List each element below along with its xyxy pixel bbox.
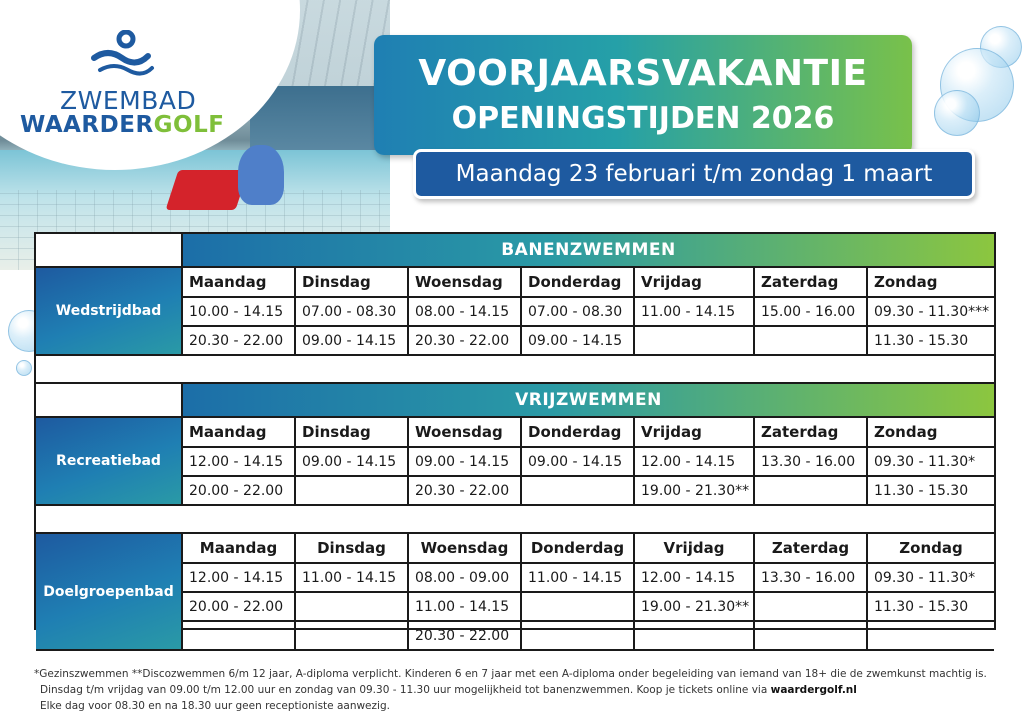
time-cell: 08.00 - 14.15 <box>409 298 522 327</box>
wave-logo-icon <box>86 30 156 80</box>
section-spacer <box>36 356 994 384</box>
date-range: Maandag 23 februari t/m zondag 1 maart <box>413 149 975 199</box>
time-cell <box>635 622 755 651</box>
time-cell: 20.00 - 22.00 <box>183 593 296 622</box>
time-cell: 13.30 - 16.00 <box>755 564 868 593</box>
time-cell <box>755 593 868 622</box>
time-cell: 11.00 - 14.15 <box>409 593 522 622</box>
time-cell: 10.00 - 14.15 <box>183 298 296 327</box>
time-cell: 09.00 - 14.15 <box>522 327 635 356</box>
day-header: Dinsdag <box>296 534 409 564</box>
time-cell: 11.00 - 14.15 <box>296 564 409 593</box>
time-cell: 09.00 - 14.15 <box>522 448 635 477</box>
time-cell <box>296 477 409 506</box>
time-cell <box>522 622 635 651</box>
footnote-3: Elke dag voor 08.30 en na 18.30 uur geen receptioniste aanwezig. <box>40 700 390 712</box>
time-cell: 20.30 - 22.00 <box>183 327 296 356</box>
day-header: Vrijdag <box>635 418 755 448</box>
bath-label: Wedstrijdbad <box>36 268 183 356</box>
schedule-table <box>34 232 996 644</box>
time-cell <box>183 622 296 651</box>
time-cell: 13.30 - 16.00 <box>755 448 868 477</box>
day-header: Woensdag <box>409 268 522 298</box>
day-header: Maandag <box>183 418 296 448</box>
time-cell <box>635 327 755 356</box>
day-header: Donderdag <box>522 534 635 564</box>
day-header: Woensdag <box>409 534 522 564</box>
red-slide <box>166 170 249 210</box>
section-corner <box>36 384 183 418</box>
time-cell: 11.00 - 14.15 <box>522 564 635 593</box>
time-cell: 09.00 - 14.15 <box>296 327 409 356</box>
footnote-2: Dinsdag t/m vrijdag van 09.00 t/m 12.00 uur en zondag van 09.30 - 11.30 uur mogelijkheid tot banenzwemmen. Koop je tickets online via waardergolf.nl <box>40 684 857 696</box>
day-header: Vrijdag <box>635 534 755 564</box>
time-cell: 09.30 - 11.30*** <box>868 298 994 327</box>
time-cell: 09.30 - 11.30* <box>868 448 994 477</box>
website-link[interactable]: waardergolf.nl <box>770 684 857 696</box>
time-cell: 12.00 - 14.15 <box>635 564 755 593</box>
time-cell: 19.00 - 21.30** <box>635 593 755 622</box>
time-cell <box>296 622 409 651</box>
seahorse-figure <box>238 145 284 205</box>
logo-zwembad-text: ZWEMBAD <box>60 86 197 115</box>
time-cell: 07.00 - 08.30 <box>296 298 409 327</box>
time-cell <box>868 622 994 651</box>
day-header: Zaterdag <box>755 534 868 564</box>
bubble-icon <box>934 90 980 136</box>
time-cell: 07.00 - 08.30 <box>522 298 635 327</box>
time-cell: 08.00 - 09.00 <box>409 564 522 593</box>
time-cell: 20.30 - 22.00 <box>409 327 522 356</box>
day-header: Dinsdag <box>296 418 409 448</box>
time-cell <box>522 477 635 506</box>
time-cell: 20.00 - 22.00 <box>183 477 296 506</box>
time-cell: 11.30 - 15.30 <box>868 327 994 356</box>
day-header: Maandag <box>183 534 296 564</box>
time-cell: 09.00 - 14.15 <box>296 448 409 477</box>
title-line2: OPENINGSTIJDEN 2026 <box>451 101 835 136</box>
time-cell <box>522 593 635 622</box>
day-header: Vrijdag <box>635 268 755 298</box>
day-header: Woensdag <box>409 418 522 448</box>
bath-label: Recreatiebad <box>36 418 183 506</box>
time-cell: 09.00 - 14.15 <box>409 448 522 477</box>
footnote-1: *Gezinszwemmen **Discozwemmen 6/m 12 jaar, A-diploma verplicht. Kinderen 6 en 7 jaar met een A-diploma onder begeleiding van iemand van 18+ die de zwemkunst machtig is. <box>34 668 987 680</box>
title-banner <box>374 35 912 155</box>
section-band: BANENZWEMMEN <box>183 234 994 268</box>
section-spacer <box>36 506 994 534</box>
section-band: VRIJZWEMMEN <box>183 384 994 418</box>
time-cell <box>296 593 409 622</box>
day-header: Donderdag <box>522 268 635 298</box>
time-cell: 11.30 - 15.30 <box>868 477 994 506</box>
section-corner <box>36 234 183 268</box>
bath-label: Doelgroepenbad <box>36 534 183 651</box>
time-cell <box>755 327 868 356</box>
time-cell: 19.00 - 21.30** <box>635 477 755 506</box>
bubble-icon <box>16 360 32 376</box>
day-header: Zaterdag <box>755 268 868 298</box>
time-cell: 12.00 - 14.15 <box>183 564 296 593</box>
time-cell: 12.00 - 14.15 <box>183 448 296 477</box>
time-cell: 09.30 - 11.30* <box>868 564 994 593</box>
day-header: Zondag <box>868 418 994 448</box>
day-header: Zaterdag <box>755 418 868 448</box>
time-cell: 12.00 - 14.15 <box>635 448 755 477</box>
day-header: Zondag <box>868 534 994 564</box>
day-header: Maandag <box>183 268 296 298</box>
time-cell: 20.30 - 22.00 <box>409 622 522 651</box>
title-line1: VOORJAARSVAKANTIE <box>418 53 868 94</box>
day-header: Dinsdag <box>296 268 409 298</box>
time-cell: 11.00 - 14.15 <box>635 298 755 327</box>
logo-name: WAARDERGOLF <box>20 112 225 138</box>
time-cell <box>755 622 868 651</box>
time-cell <box>755 477 868 506</box>
day-header: Zondag <box>868 268 994 298</box>
time-cell: 15.00 - 16.00 <box>755 298 868 327</box>
day-header: Donderdag <box>522 418 635 448</box>
time-cell: 20.30 - 22.00 <box>409 477 522 506</box>
time-cell: 11.30 - 15.30 <box>868 593 994 622</box>
